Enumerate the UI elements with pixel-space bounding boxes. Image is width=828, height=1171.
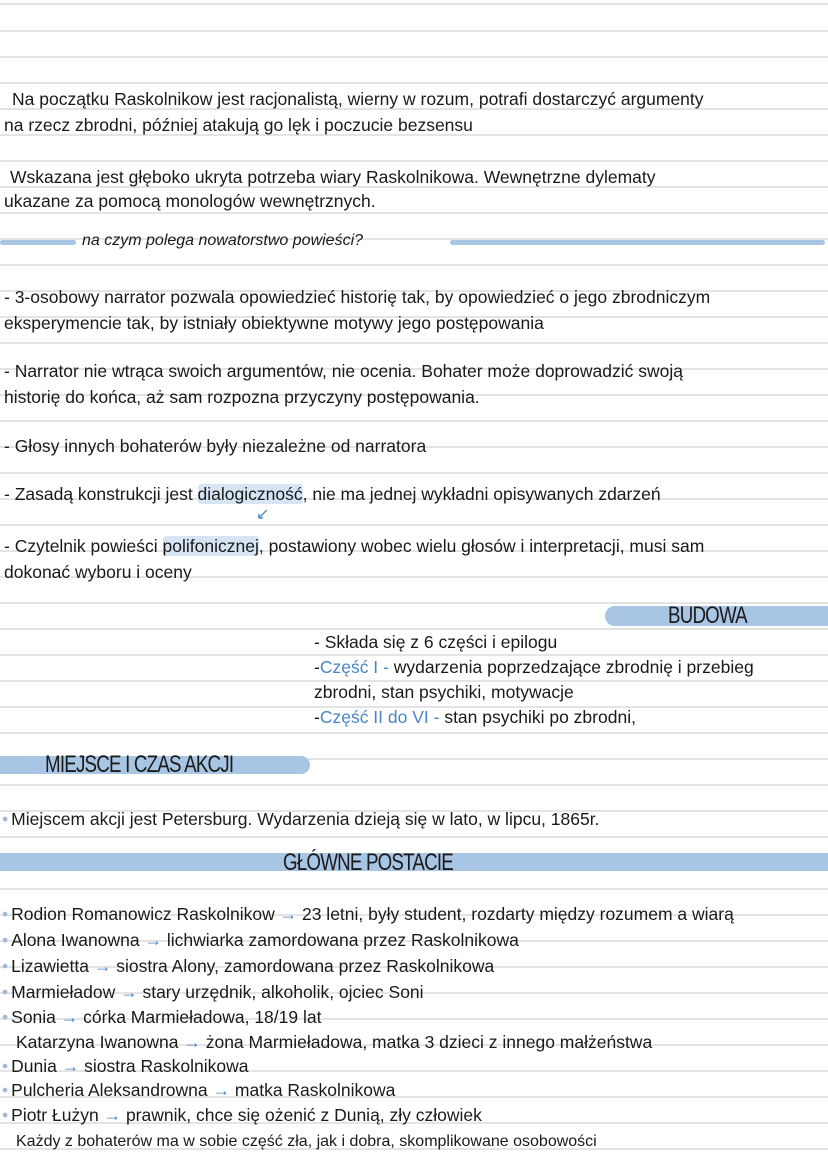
highlight: dialogiczność [197,484,303,504]
text: - [314,657,320,677]
text-line: dokonać wyboru i oceny [4,562,192,582]
arrow-icon: → [183,1032,201,1052]
bullet-icon: • [2,1105,9,1125]
character-desc: lichwiarka zamordowana przez Raskolnikowa [166,930,519,950]
list-item [2,1031,652,1053]
arrow-icon: → [60,1007,79,1027]
character-name: Sonia [11,1007,56,1027]
list-item [2,929,519,951]
character-name: Piotr Łużyn [11,1105,99,1125]
text: , postawiony wobec wielu głosów i interpretacji, musi sam [258,536,705,556]
list-item [2,955,494,977]
arrow-icon: → [61,1056,80,1076]
highlight: polifonicznej [162,536,259,556]
arrow-icon: → [144,930,162,950]
character-name: Pulcheria Aleksandrowna [11,1080,208,1100]
character-name: Lizawietta [11,956,89,976]
bullet-icon: • [2,956,9,976]
character-desc: matka Raskolnikowa [234,1080,396,1100]
section-title: BUDOWA [668,602,747,629]
text-line: zbrodni, stan psychiki, motywacje [314,682,574,702]
character-name: Rodion Romanowicz Raskolnikow [11,904,275,924]
text: - [314,707,320,727]
text: , nie ma jednej wykładni opisywanych zdarzeń [302,484,661,504]
text-line: - Składa się z 6 części i epilogu [314,632,558,652]
arrow-icon: → [103,1105,122,1125]
section-title: GŁÓWNE POSTACIE [283,849,453,876]
list-item [2,903,734,925]
list-item [2,1006,321,1028]
character-name: Marmieładow [11,982,116,1002]
divider-bar [450,240,825,245]
list-item [2,1104,482,1126]
text-line: eksperymencie tak, by istniały obiektywne motywy jego postępowania [4,313,544,333]
character-desc: stary urzędnik, alkoholik, ojciec Soni [142,982,424,1002]
text-line [2,808,599,830]
character-desc: siostra Alony, zamordowana przez Raskolnikowa [116,956,495,976]
list-item [2,1079,395,1101]
character-desc: prawnik, chce się ożenić z Dunią, zły człowiek [125,1105,482,1125]
text-line: - Głosy innych bohaterów były niezależne od narratora [4,436,427,456]
text: wydarzenia poprzedzające zbrodnię i przebieg [388,657,754,677]
text-line: - Narrator nie wtrąca swoich argumentów, nie ocenia. Bohater może doprowadzić swoją [4,361,683,381]
text-line [4,535,704,557]
question-text: na czym polega nowatorstwo powieści? [82,232,364,249]
character-desc: córka Marmieładowa, 18/19 lat [83,1007,322,1027]
character-name: Dunia [11,1056,57,1076]
text-line: historię do końca, aż sam rozpozna przyczyny postępowania. [4,387,480,407]
text-line: Wskazana jest głęboko ukryta potrzeba wiary Raskolnikowa. Wewnętrzne dylematy [10,167,656,187]
bullet-icon: • [2,982,9,1002]
text-line: ukazane za pomocą monologów wewnętrznych. [4,191,376,211]
bullet-icon: • [2,1080,9,1100]
text-line [314,706,636,728]
text: Miejscem akcji jest Petersburg. Wydarzenia dzieją się w lato, w lipcu, 1865r. [11,809,600,829]
text-line [314,656,754,678]
section-title: MIEJSCE I CZAS AKCJI [45,751,234,778]
bullet-icon: • [2,1056,9,1076]
text: - Zasadą konstrukcji jest [4,484,198,504]
text-line: - 3-osobowy narrator pozwala opowiedzieć historię tak, by opowiedzieć o jego zbrodniczym [4,287,711,307]
blue-text: Część I - [319,657,389,677]
arrow-icon: → [120,982,138,1002]
bullet-icon: • [2,904,9,924]
text: - Czytelnik powieści [4,536,163,556]
bullet-icon: • [2,809,9,829]
character-desc: siostra Raskolnikowa [84,1056,249,1076]
text: stan psychiki po zbrodni, [439,707,636,727]
summary-line: Każdy z bohaterów ma w sobie część zła, jak i dobra, skomplikowane osobowości [16,1133,597,1150]
arrow-icon: → [93,956,112,976]
text-line: Na początku Raskolnikow jest racjonalistą, wierny w rozum, potrafi dostarczyć argumenty [12,89,704,109]
character-name: Katarzyna Iwanowna [16,1032,179,1052]
character-desc: 23 letni, były student, rozdarty między rozumem a wiarą [301,904,734,924]
arrow-icon: ↙ [256,506,270,523]
text-line: na rzecz zbrodni, później atakują go lęk i poczucie bezsensu [4,115,473,135]
character-name: Alona Iwanowna [11,930,140,950]
bullet-icon: • [2,930,9,950]
text-line [4,483,661,505]
blue-text: Część II do VI - [319,707,440,727]
arrow-icon: → [279,904,298,924]
divider-bar [0,240,76,245]
list-item [2,1055,249,1077]
bullet-icon: • [2,1007,9,1027]
arrow-icon: → [212,1080,231,1100]
character-desc: żona Marmieładowa, matka 3 dzieci z innego małżeństwa [205,1032,653,1052]
list-item [2,981,424,1003]
